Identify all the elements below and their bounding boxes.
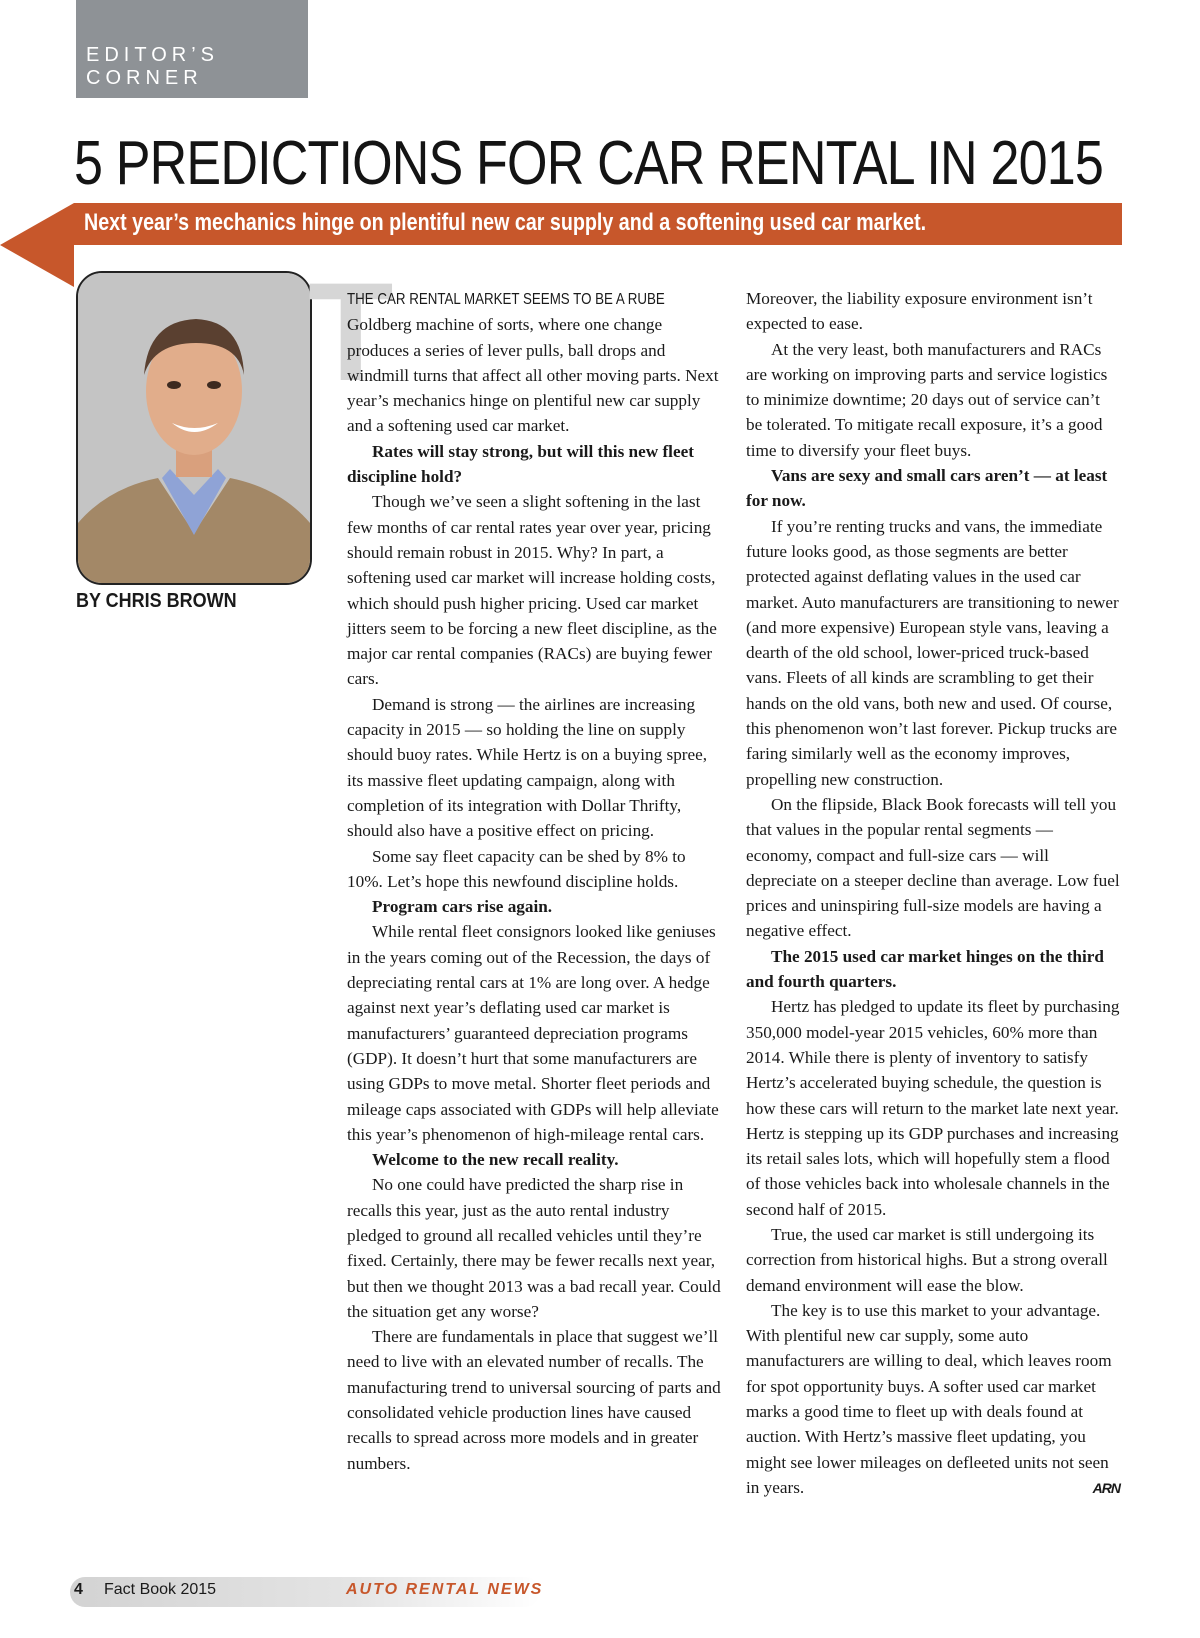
paragraph: At the very least, both manufacturers and RACs are working on improving parts and service logistics to minimize downtime; 20 days out of service can’t be tolerated. To mitigate recall exposure, it’s a good time to diversify your fleet buys.	[746, 339, 1108, 460]
paragraph: True, the used car market is still undergoing its correction from historical highs. But a strong overall demand environment will ease the blow.	[746, 1224, 1108, 1295]
arn-end-logo: ARN	[1092, 1479, 1120, 1496]
paragraph: Demand is strong — the airlines are increasing capacity in 2015 — so holding the line on supply should buoy rates. While Hertz is on a buying spree, its massive fleet updating campaign, along with completion of its integration with Dollar Thrifty, should also have a positive effect on pricing.	[347, 694, 708, 841]
paragraph: While rental fleet consignors looked like geniuses in the years coming out of the Recession, the days of depreciating rental cars at 1% are long over. A hedge against next year’s deflating used car market is manufacturers’ guaranteed depreciation programs (GDP). It doesn’t hurt that some manufacturers are using GDPs to move metal. Shorter fleet periods and mileage caps associated with GDPs will help alleviate this year’s phenomenon of high-mileage rental cars.	[347, 922, 719, 1144]
subheading: Welcome to the new recall reality.	[372, 1150, 619, 1170]
section-tab	[76, 0, 308, 98]
paragraph: Though we’ve seen a slight softening in the last few months of car rental rates year over year, pricing should remain robust in 2015. Why? In part, a softening used car market will increase holding costs, which should push higher pricing. Used car market jitters seem to be forcing a new fleet discipline, as the major car rental companies (RACs) are buying fewer cars.	[347, 492, 717, 689]
footer-book-title: Fact Book 2015	[104, 1581, 217, 1598]
paragraph: There are fundamentals in place that suggest we’ll need to live with an elevated number of recalls. The manufacturing trend to universal sourcing of parts and consolidated vehicle production lines have caused recalls to spread across more models and in greater numbers.	[347, 1327, 721, 1473]
paragraph	[347, 286, 721, 439]
subheading: Vans are sexy and small cars aren’t — at least for now.	[746, 466, 1108, 511]
page-number: 4	[74, 1581, 83, 1598]
subheading: Program cars rise again.	[372, 897, 553, 917]
paragraph: If you’re renting trucks and vans, the immediate future looks good, as those segments are better protected against deflating values in the used car market. Auto manufacturers are transitioning to newer (and more expensive) European style vans, leaving a dearth of the old school, lower-priced truck-based vans. Fleets of all kinds are scrambling to get their hands on the old vans, both new and used. Of course, this phenomenon won’t last forever. Pickup trucks are faring similarly well as the economy improves, propelling new construction.	[746, 516, 1119, 789]
deck-wedge	[0, 203, 74, 287]
article-column-1	[347, 286, 721, 1476]
footer-magazine-name: AUTO RENTAL NEWS	[346, 1581, 544, 1598]
paragraph: Moreover, the liability exposure environment isn’t expected to ease.	[746, 289, 1093, 334]
article-column-2	[746, 286, 1120, 1500]
paragraph-text: Goldberg machine of sorts, where one change produces a series of lever pulls, ball drops and windmill turns that affect all other moving parts. Next year’s mechanics hinge on plentiful new car supply and a softening used car market.	[347, 315, 719, 436]
paragraph	[746, 1298, 1120, 1500]
author-portrait-illustration	[78, 273, 310, 583]
byline: BY CHRIS BROWN	[76, 590, 237, 612]
author-photo	[76, 271, 312, 585]
paragraph: Hertz has pledged to update its fleet by purchasing 350,000 model-year 2015 vehicles, 60% more than 2014. While there is plenty of inventory to satisfy Hertz’s accelerated buying schedule, the question is how these cars will return to the market late next year. Hertz is stepping up its GDP purchases and increasing its retail sales lots, which will hopefully stem a flood of those vehicles back into wholesale channels in the second half of 2015.	[746, 997, 1120, 1219]
subheading: The 2015 used car market hinges on the third and fourth quarters.	[746, 946, 1104, 992]
lead-in: THE CAR RENTAL MARKET SEEMS TO BE A RUBE	[347, 291, 665, 308]
paragraph: On the flipside, Black Book forecasts will tell you that values in the popular rental segments — economy, compact and full-size cars — will depreciate on a steeper decline than average. Low fuel prices and uninspiring full-size models are having a negative effect.	[746, 794, 1120, 941]
headline: 5 PREDICTIONS FOR CAR RENTAL IN 2015	[74, 129, 1103, 198]
paragraph-text: The key is to use this market to your advantage. With plentiful new car supply, some auto manufacturers are willing to deal, which leaves room for spot opportunity buys. A softer used car market marks a good time to fleet up with deals found at auction. With Hertz’s massive fleet updating, you might see lower mileages on defleeted units not seen in years.	[746, 1300, 1112, 1497]
deck-text: Next year’s mechanics hinge on plentiful new car supply and a softening used car market.	[84, 209, 927, 236]
drop-cap: T	[308, 253, 394, 410]
paragraph: Some say fleet capacity can be shed by 8% to 10%. Let’s hope this newfound discipline holds.	[347, 846, 686, 891]
section-label: EDITOR’S CORNER	[86, 44, 219, 89]
paragraph: No one could have predicted the sharp rise in recalls this year, just as the auto rental industry pledged to ground all recalled vehicles until they’re fixed. Certainly, there may be fewer recalls next year, but then we thought 2013 was a bad recall year. Could the situation get any worse?	[347, 1175, 721, 1321]
subheading: Rates will stay strong, but will this new fleet discipline hold?	[347, 441, 694, 487]
